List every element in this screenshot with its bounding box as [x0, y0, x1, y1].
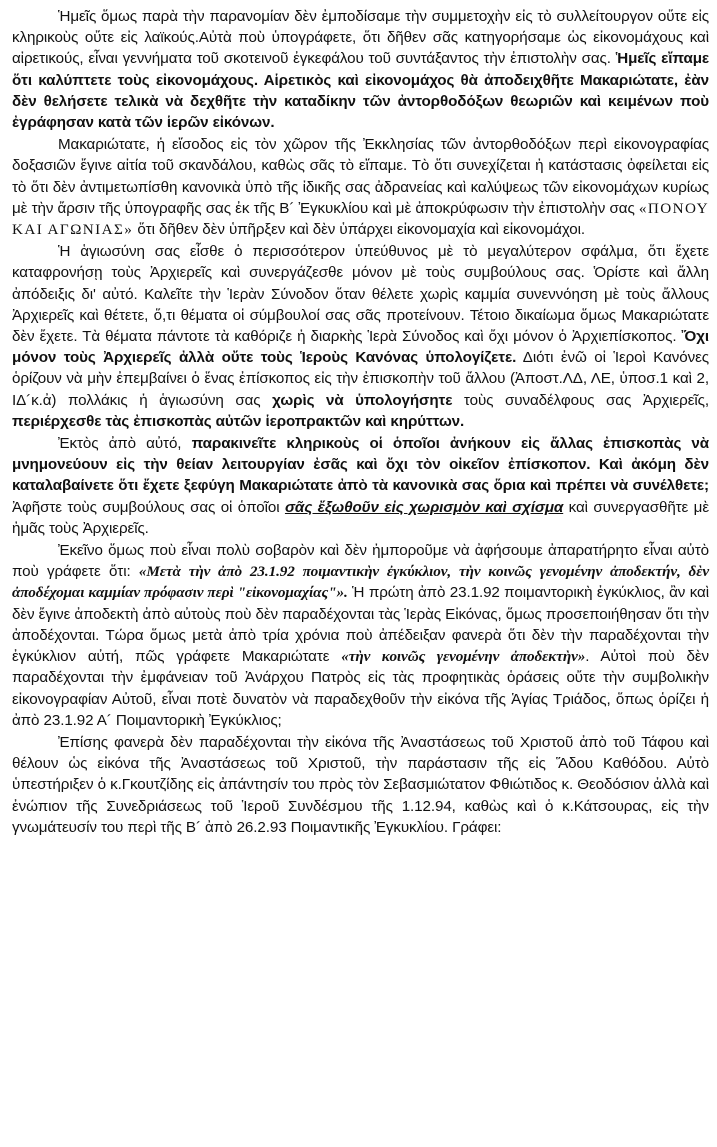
emphasized-text-run: «τὴν κοινῶς γενομένην ἀποδεκτὴν»: [341, 648, 586, 666]
text-run: Ἐκεῖνο ὅμως ποὺ εἶναι πολὺ σοβαρὸν καὶ δὲν ἠμποροῦμε νὰ ἀφήσουμε ἀπαρατήρητο εἶναι αὐτὸ ποὺ γράφετε ὅτι:: [12, 542, 709, 581]
emphasized-text-run: σᾶς ἔξωθοῦν εἰς χωρισμὸν καὶ σχίσμα: [284, 498, 564, 516]
paragraph: [12, 6, 709, 133]
paragraph: [12, 732, 709, 838]
text-run: Ἐκτὸς ἀπὸ αὐτό,: [58, 435, 192, 453]
paragraph: [12, 433, 709, 539]
text-run: τοὺς συναδέλφους σας Ἀρχιερεῖς,: [452, 391, 709, 409]
text-run: . Αὐτοὶ ποὺ δὲν παραδέχονται τὴν ἐμφάνειαν τοῦ Ἀνάρχου Πατρὸς εἰς τὰς προφητικὰς ὁράσεις οὔτε τὴν συμβολικὴν εἰκονογραφίαν Αὐτοῦ, εἶναι ποτὲ δυνατὸν νὰ παραδεχθοῦν τὴν εἰκόνα τῆς Ἁγίας Τριάδος, ὅπως ὁρίζει ἡ ἀπὸ 23.1.92 Α´ Ποιμαντορικὴ Ἐγκύκλιος;: [12, 648, 709, 729]
paragraph: [12, 134, 709, 240]
emphasized-text-run: παρακινεῖτε κληρικοὺς οἱ ὁποῖοι ἀνήκουν εἰς ἄλλας ἐπισκοπὰς νὰ μνημονεύουν εἰς τὴν θείαν λειτουργίαν ἐσᾶς καὶ ὄχι τὸν οἰκεῖον ἐπίσκοπον. Καὶ ἀκόμη δὲν καταλαβαίνετε ὅτι ἔχετε ξεφύγη Μακαριώτατε ἀπὸ τὰ κανονικὰ σας ὅρια καὶ πρέπει νὰ συνέλθετε;: [12, 435, 709, 495]
text-run: καὶ συνεργασθῆτε μὲ ἡμᾶς τοὺς Ἀρχιερεῖς.: [12, 498, 709, 537]
emphasized-text-run: Ὄχι μόνον τοὺς Ἀρχιερεῖς ἀλλὰ οὔτε τοὺς Ἱεροὺς Κανόνας ὑπολογίζετε.: [12, 328, 709, 367]
text-run: Μακαριώτατε, ἡ εἴσοδος εἰς τὸν χῶρον τῆς Ἐκκλησίας τῶν ἀντορθοδόξων περὶ εἰκονογραφίας δοξασιῶν ἔγινε αἰτία τοῦ σκανδάλου, καθὼς σᾶς τὸ εἴπαμε. Τὸ ὅτι συνεχίζεται ἡ κατάστασις ὀφείλεται εἰς τὸ ὅτι δὲν ἀντιμετωπίσθη κανονικὰ ὑπὸ τῆς ἰδικῆς σας ἀδρανείας καὶ καλύψεως τῶν εἰκονομάχων κυρίως μὲ τὴν ἄρσιν τῆς ὑπογραφῆς σας ἐκ τῆς Β´ Ἐγκυκλίου καὶ μὲ ἀποκρύφωσιν τὴν ἐπιστολὴν σας: [12, 136, 709, 217]
text-run: Ἐπίσης φανερὰ δὲν παραδέχονται τὴν εἰκόνα τῆς Ἀναστάσεως τοῦ Χριστοῦ ἀπὸ τοῦ Τάφου καὶ θέλουν ὡς εἰκόνα τῆς Ἀναστάσεως τοῦ Χριστοῦ, τὴν παράστασιν τῆς εἰς Ἅδου Καθόδου. Αὐτὸ ὑπεστήριξεν ὁ κ.Γκουτζίδης εἰς ἀπάντησίν του πρὸς τὸν Σεβασμιώτατον Φθιώτιδος κ. Θεοδόσιον ἀλλὰ καὶ ἐνώπιον τῆς Συνεδριάσεως τοῦ Ἱεροῦ Συνδέσμου τῆς 1.12.94, καθὼς καὶ ὁ κ.Κάτσουρας, εἰς τὴν γνωμάτευσίν του περὶ τῆς Β´ ἀπὸ 26.2.93 Ποιμαντικῆς Ἐγκυκλίου. Γράφει:: [12, 733, 709, 836]
text-run: Διότι ἐνῶ οἱ Ἱεροὶ Κανόνες ὁρίζουν νὰ μὴν ἐπεμβαίνει ὁ ἕνας ἐπίσκοπος εἰς τὴν ἐπισκοπὴν τοῦ ἄλλου (Ἀποστ.ΛΔ, ΛΕ, ὑποσ.1 καὶ 2, ΙΔ´κ.ἀ) πολλάκις ἡ ἁγιωσύνη σας: [12, 349, 709, 409]
paragraph: [12, 540, 709, 731]
paragraph: [12, 241, 709, 432]
text-run: Ἡμεῖς ὅμως παρὰ τὴν παρανομίαν δὲν ἐμποδίσαμε τὴν συμμετοχὴν εἰς τὸ συλλείτουργον οὔτε εἰς κληρικοὺς οὔτε εἰς λαϊκούς.Αὐτὰ ποὺ ὑπογράφετε, ὅτι δῆθεν σᾶς κατηγορήσαμε ὡς εἰκονομάχους καὶ αἱρετικούς, εἶναι γεννήματα τοῦ σκοτεινοῦ ἐγκεφάλου τοῦ συντάξαντος τὴν ἐπιστολὴν σας.: [12, 8, 709, 68]
emphasized-text-run: χωρὶς νὰ ὑπολογήσητε: [272, 391, 453, 409]
text-run: Ἡ ἁγιωσύνη σας εἶσθε ὁ περισσότερον ὑπεύθυνος μὲ τὸ μεγαλύτερον σφάλμα, ὅτι ἔχετε καταφρονήσῃ τοὺς Ἀρχιερεῖς καὶ συνεργάζεσθε μόνον μὲ τοὺς συμβούλους σας. Ὁρίστε καὶ ἄλλη ἀπόδειξις δι' αὐτό. Καλεῖτε τὴν Ἱερὰν Σύνοδον ὅταν θέλετε χωρὶς καμμία συνεννόηση μὲ τοὺς ἄλλους Ἀρχιερεῖς καὶ θέτετε, ὅ,τι θέματα οἱ σύμβουλοί σας σᾶς προτείνουν. Τέτοιο δικαίωμα ὅμως Μακαριώτατε δὲν ἔχετε. Τὰ θέματα πάντοτε τὰ καθόριζε ἡ διαρκὴς Ἱερὰ Σύνοδος καὶ ὄχι μόνον ὁ Ἀρχιεπίσκοπος.: [12, 243, 709, 346]
text-run: ὅτι δῆθεν δὲν ὑπῆρξεν καὶ δὲν ὑπάρχει εἰκονομαχία καὶ εἰκονομάχοι.: [133, 221, 586, 239]
emphasized-text-run: «ΠΟΝΟΥ ΚΑΙ ΑΓΩΝΙΑΣ»: [12, 199, 709, 239]
text-run: Ἡ πρώτη ἀπὸ 23.1.92 ποιμαντορικὴ ἐγκύκλιος, ἂν καὶ δὲν ἔγινε ἀποδεκτὴ ἀπὸ αὐτοὺς ποὺ δὲν παραδέχονται τὰς Ἱερὰς Εἰκόνας, ὅμως προσεποιήθησαν ὅτι τὴν ἀποδέχονται. Τώρα ὅμως μετὰ ἀπὸ τρία χρόνια ποὺ ἀπέδειξαν φανερὰ ὅτι δὲν τὴν παραδέχονται τὴν ἐγκύκλιον αὐτή, πῶς γράφετε Μακαριώτατε: [12, 584, 709, 666]
emphasized-text-run: Ἡμεῖς εἴπαμε ὅτι καλύπτετε τοὺς εἰκονομάχους. Αἱρετικὸς καὶ εἰκονομάχος θὰ ἀποδειχθῆτε Μακαριώτατε, ἐὰν δὲν θελήσετε τελικὰ νὰ δεχθῆτε τὴν καταδίκην τῶν ἀντορθοδόξων θεωριῶν καὶ κειμένων ποὺ ἐγράφησαν κατὰ τῶν ἱερῶν εἰκόνων.: [12, 50, 709, 132]
emphasized-text-run: περιέρχεσθε τὰς ἐπισκοπὰς αὐτῶν ἱεροπρακτῶν καὶ κηρύττων.: [12, 412, 465, 430]
emphasized-text-run: «Μετὰ τὴν ἀπὸ 23.1.92 ποιμαντικὴν ἐγκύκλιον, τὴν κοινῶς γενομένην ἀποδεκτήν, δὲν ἀποδέχομαι καμμίαν πρόφασιν περὶ "εἰκονομαχίας"».: [12, 563, 709, 602]
text-run: Ἀφῆστε τοὺς συμβούλους σας οἱ ὁποῖοι: [12, 498, 285, 516]
